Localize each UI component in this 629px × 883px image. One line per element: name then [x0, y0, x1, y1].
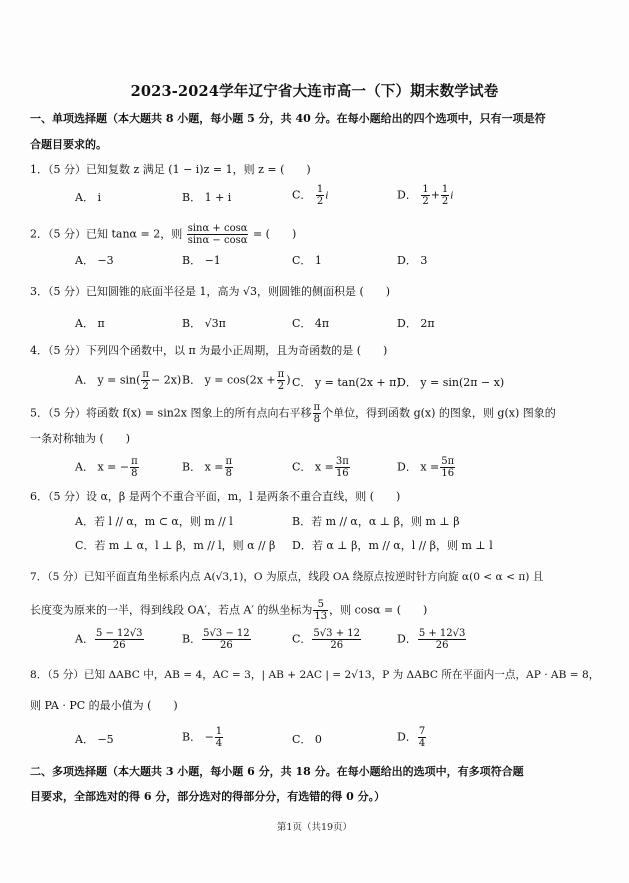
q1-d-num1: 1 [422, 184, 429, 195]
q4-b-post: ) [286, 373, 291, 387]
q2-frac-num: sinα + cosα [187, 223, 248, 234]
q5-a-fraction [130, 456, 139, 479]
q5-option-d [397, 456, 456, 479]
q5-c-num: 3π [335, 456, 349, 467]
q5-a-pre: A． x = − [75, 460, 130, 474]
q5-a-num: π [131, 456, 138, 467]
q2-stem [30, 223, 296, 246]
q1-option-a: A． i [75, 191, 101, 204]
page-footer: 第1页（共19页） [276, 822, 353, 833]
q5-stem-den: 8 [313, 414, 320, 425]
q8-option-a: A． −5 [75, 733, 114, 746]
q6-option-a: A．若 l // α，m ⊂ α，则 m // l [75, 515, 233, 528]
q7-option-b [182, 628, 252, 651]
q1-option-c-label: C． [292, 188, 312, 202]
q4-stem: 4．（5 分）下列四个函数中，以 π 为最小正周期，且为奇函数的是 ( ) [30, 344, 388, 357]
q6-option-c: C．若 m ⊥ α，l ⊥ β，m // l，则 α // β [75, 539, 276, 552]
q4-option-a [75, 369, 181, 392]
q5-c-pre: C． x = [292, 460, 334, 474]
q5-stem-line2: 一条对称轴为 ( ) [30, 432, 131, 445]
q1-d-den1: 2 [422, 196, 429, 207]
q5-option-b [182, 456, 234, 479]
q7-option-d [397, 628, 467, 651]
q7-d-fraction [418, 628, 467, 651]
section2-header-line2: 目要求，全部选对的得 6 分，部分选对的得部分分，有选错的得 0 分。） [30, 790, 386, 803]
q5-stem-post: 个单位，得到函数 g(x) 的图象，则 g(x) 图象的 [322, 406, 556, 420]
section1-header-line1: 一、单项选择题（本大题共 8 小题，每小题 5 分，共 40 分。在每小题给出的四个选项中，只有一项是符 [30, 112, 546, 125]
q1-option-d-label: D． [397, 188, 417, 202]
q3-option-c: C． 4π [292, 317, 330, 330]
q8-b-pre: B． − [182, 730, 214, 744]
q2-option-b: B． −1 [182, 254, 221, 267]
q1-d-fraction-2 [441, 184, 449, 207]
q5-b-fraction [225, 456, 234, 479]
q8-d-pre: D． [397, 730, 417, 744]
q4-a-num: π [142, 369, 149, 380]
q1-option-c [292, 184, 328, 207]
q8-stem-line2: 则 PA · PC 的最小值为 ( ) [30, 699, 178, 712]
q2-fraction [187, 223, 249, 246]
q4-b-pre: B． y = cos(2x + [182, 373, 276, 387]
q1-d-fraction-1 [421, 184, 429, 207]
q4-a-fraction [141, 369, 150, 392]
q8-option-b [182, 726, 224, 749]
q5-stem-num: π [313, 402, 321, 413]
q1-d-suffix: i [450, 189, 454, 202]
q2-option-d: D． 3 [397, 254, 428, 267]
q5-c-fraction [335, 456, 350, 479]
q2-option-a: A． −3 [75, 254, 114, 267]
q5-option-a [75, 456, 140, 479]
q8-d-den: 4 [418, 738, 426, 749]
q5-b-num: π [225, 456, 233, 467]
q7-a-fraction [95, 628, 144, 651]
q6-option-b: B．若 m // α，α ⊥ β，则 m ⊥ β [292, 515, 460, 528]
q6-stem: 6．（5 分）设 α，β 是两个不重合平面，m，l 是两条不重合直线，则 ( ) [30, 490, 401, 503]
q8-d-num: 7 [418, 726, 426, 737]
q7-c-den: 26 [330, 640, 344, 651]
q1-d-plus: + [430, 188, 440, 202]
section2-header-line1: 二、多项选择题（本大题共 3 小题，每小题 6 分，共 18 分。在每小题给出的选项中，有多项符合题 [30, 765, 524, 778]
q7-b-den: 26 [220, 640, 233, 651]
q8-stem-line1: 8．（5 分）已知 ΔABC 中，AB = 4，AC = 3，| AB + 2AC | = 2√13，P 为 ΔABC 所在平面内一点，AP · AB = 8， [30, 669, 600, 681]
q3-stem: 3．（5 分）已知圆锥的底面半径是 1，高为 √3，则圆锥的侧面积是 ( ) [30, 285, 391, 298]
q5-a-den: 8 [131, 468, 138, 479]
q4-b-den: 2 [277, 381, 285, 392]
q5-stem-line1 [30, 402, 556, 425]
q8-option-c: C． 0 [292, 733, 322, 746]
q4-b-fraction [277, 369, 286, 392]
q2-stem-post: = ( ) [252, 227, 297, 241]
section1-header-line2: 合题目要求的。 [30, 138, 107, 151]
q7-option-a [75, 628, 145, 651]
q7-b-num: 5√3 − 12 [203, 628, 250, 639]
q8-b-fraction [215, 726, 223, 749]
q1-c-den: 2 [316, 196, 324, 207]
q7-stem-num: 5 [313, 599, 328, 611]
q3-option-a: A． π [75, 317, 105, 330]
q7-a-den: 26 [112, 640, 126, 651]
q5-stem-pre: 5．（5 分）将函数 f(x) = sin2x 图象上的所有点向右平移 [30, 406, 312, 420]
q7-d-den: 26 [435, 640, 449, 651]
q7-stem-line1: 7．（5 分）已知平面直角坐标系内点 A(√3,1)，O 为原点，线段 OA 绕原点按逆时针方向旋 α(0 < α < π) 且 [30, 571, 544, 583]
q7-a-num: 5 − 12√3 [95, 628, 143, 639]
q2-option-c: C． 1 [292, 254, 322, 267]
q4-option-c: C． y = tan(2x + π) [292, 376, 401, 389]
q7-c-pre: C． [292, 632, 312, 646]
q4-a-pre: A． y = sin( [75, 373, 141, 387]
q1-option-d [397, 184, 453, 207]
q5-stem-fraction [313, 402, 322, 425]
q5-d-pre: D． x = [397, 460, 440, 474]
q7-stem-post: ，则 cosα = ( ) [329, 603, 428, 617]
q4-option-d: D． y = sin(2π − x) [397, 376, 505, 389]
q7-stem-pre: 长度变为原来的一半，得到线段 OA′，若点 A′ 的纵坐标为 [30, 603, 313, 617]
q7-d-pre: D． [397, 632, 417, 646]
q7-b-fraction [202, 628, 251, 651]
q1-option-c-fraction [316, 184, 324, 207]
q5-d-num: 5π [441, 456, 455, 467]
q5-c-den: 16 [335, 468, 349, 479]
q8-option-d [397, 726, 427, 749]
q4-option-b [182, 369, 291, 392]
q2-frac-den: sinα − cosα [187, 235, 248, 246]
q5-b-den: 8 [225, 468, 232, 479]
q1-d-num2: 1 [441, 184, 449, 195]
q7-option-c [292, 628, 362, 651]
q8-b-den: 4 [215, 738, 223, 749]
q8-d-fraction [418, 726, 426, 749]
q3-option-b: B． √3π [182, 317, 226, 330]
q4-b-num: π [277, 369, 285, 380]
q7-b-pre: B． [182, 632, 202, 646]
q6-option-d: D．若 α ⊥ β，m // α，l // β，则 m ⊥ l [292, 539, 493, 552]
q7-stem-line2 [30, 599, 427, 622]
q5-option-c [292, 456, 351, 479]
q2-stem-pre: 2．（5 分）已知 tanα = 2，则 [30, 227, 183, 241]
q1-d-den2: 2 [441, 196, 449, 207]
q3-option-d: D． 2π [397, 317, 435, 330]
q4-a-den: 2 [142, 381, 149, 392]
q5-d-den: 16 [441, 468, 455, 479]
page-title: 2023-2024学年辽宁省大连市高一（下）期末数学试卷 [130, 83, 499, 100]
q5-d-fraction [440, 456, 455, 479]
q7-c-fraction [312, 628, 361, 651]
q1-c-num: 1 [316, 184, 324, 195]
q4-a-post: − 2x) [150, 373, 182, 387]
q8-b-num: 1 [215, 726, 223, 737]
q7-a-pre: A． [75, 632, 94, 646]
q7-d-num: 5 + 12√3 [418, 628, 466, 639]
q7-stem-den: 13 [314, 611, 328, 622]
q5-b-pre: B． x = [182, 460, 224, 474]
q7-c-num: 5√3 + 12 [313, 628, 360, 639]
q1-option-b: B． 1 + i [182, 191, 232, 204]
q1-c-suffix: i [325, 189, 329, 202]
q7-stem-fraction [313, 599, 328, 622]
q1-stem: 1．（5 分）已知复数 z 满足 (1 − i)z = 1，则 z = ( ) [30, 163, 311, 176]
